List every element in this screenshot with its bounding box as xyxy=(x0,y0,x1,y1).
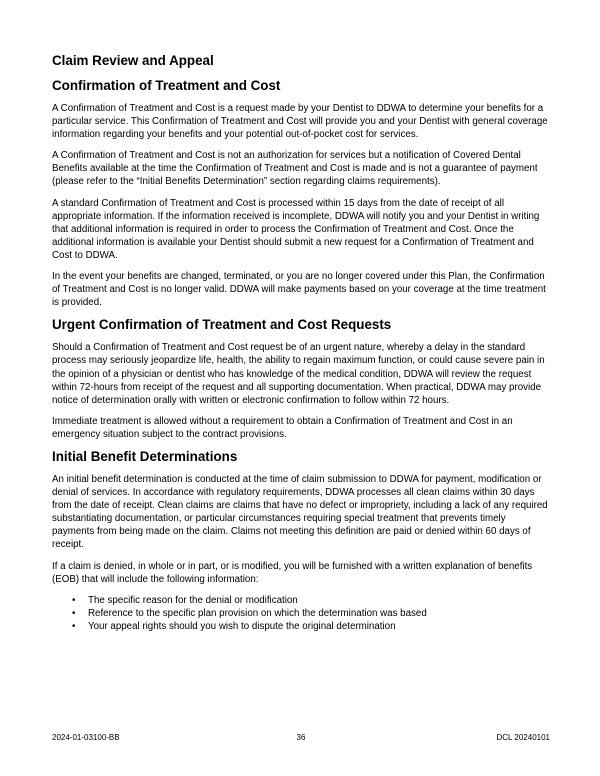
list-item-text: Your appeal rights should you wish to dispute the original determination xyxy=(88,620,396,632)
paragraph: A standard Confirmation of Treatment and Cost is processed within 15 days from the date of receipt of all appropriate information. If the information received is incomplete, DDWA will notify you and your Dentist in writing that additional information is required in order to process the Confirmation of Treatment and Cost. Once the additional information is available your Dentist should submit a new request for a Confirmation of Treatment and Cost to DDWA. xyxy=(52,197,540,261)
list-item xyxy=(72,594,550,607)
page-footer xyxy=(52,733,550,743)
list-item-text: The specific reason for the denial or modification xyxy=(88,594,298,606)
bullet-icon: • xyxy=(72,620,76,632)
paragraph: An initial benefit determination is conducted at the time of claim submission to DDWA for payment, modification or denial of services. In accordance with regulatory requirements, DDWA processes all clean claims within 30 days from the date of receipt. Clean claims are claims that have no defect or impropriety, including a lack of any required substantiating documentation, or particular circumstances requiring special treatment that prevents timely payments from being made on the claim. Claims not meeting this definition are paid or denied within 60 days of receipt. xyxy=(52,473,548,551)
bullet-icon: • xyxy=(72,607,76,619)
list-item-text: Reference to the specific plan provision on which the determination was based xyxy=(88,607,427,619)
list-item xyxy=(72,620,550,633)
heading-urgent-confirmation: Urgent Confirmation of Treatment and Cost Requests xyxy=(52,317,392,333)
bullet-icon: • xyxy=(72,594,76,606)
footer-version: DCL 20240101 xyxy=(496,733,550,742)
paragraph: A Confirmation of Treatment and Cost is not an authorization for services but a notification of Covered Dental Benefits available at the time the Confirmation of Treatment and Cost is made and is not a guarantee of payment (please refer to the “Initial Benefits Determination” section regarding claims requirements). xyxy=(52,150,538,188)
paragraph: In the event your benefits are changed, terminated, or you are no longer covered under this Plan, the Confirmation of Treatment and Cost is no longer valid. DDWA will make payments based on your coverage at the time treatment is provided. xyxy=(52,271,546,309)
section-title: Claim Review and Appeal xyxy=(52,53,214,68)
footer-document-id: 2024-01-03100-BB xyxy=(52,733,120,742)
page-number: 36 xyxy=(296,733,306,742)
paragraph: If a claim is denied, in whole or in part, or is modified, you will be furnished with a written explanation of benefits (EOB) that will include the following information: xyxy=(52,560,533,585)
bullet-list xyxy=(52,594,550,633)
paragraph: Should a Confirmation of Treatment and Cost request be of an urgent nature, whereby a delay in the standard process may seriously jeopardize life, health, the ability to regain maximum function, or could cause severe pain in the opinion of a physician or dentist who has knowledge of the medical condition, DDWA will review the request within 72-hours from receipt of the request and all supporting documentation. When practical, DDWA may provide notice of determination orally with written or electronic confirmation to follow within 72 hours. xyxy=(52,342,545,406)
paragraph: Immediate treatment is allowed without a requirement to obtain a Confirmation of Treatment and Cost in an emergency situation subject to the contract provisions. xyxy=(52,415,513,440)
paragraph: A Confirmation of Treatment and Cost is a request made by your Dentist to DDWA to determine your benefits for a particular service. This Confirmation of Treatment and Cost will provide you and your Dentist with general coverage information regarding your benefits and your potential out-of-pocket cost for services. xyxy=(52,103,548,141)
list-item xyxy=(72,607,550,620)
heading-confirmation-of-treatment: Confirmation of Treatment and Cost xyxy=(52,78,281,93)
heading-initial-benefit-determinations: Initial Benefit Determinations xyxy=(52,448,238,464)
